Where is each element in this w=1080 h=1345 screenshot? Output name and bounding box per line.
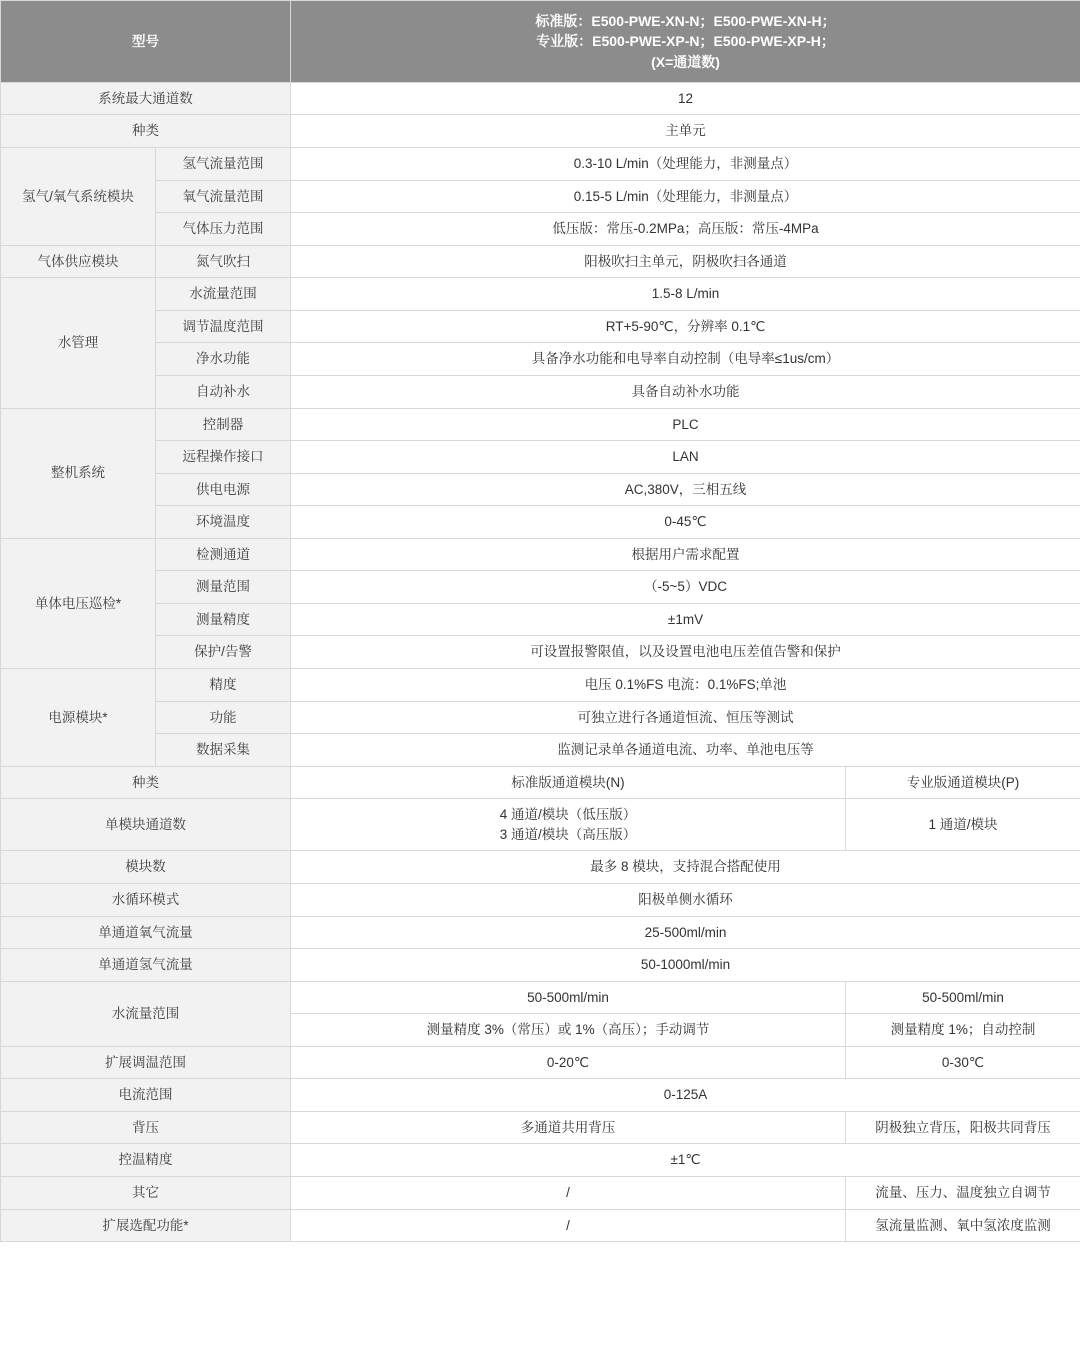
- row-label-water-flow-range: 水流量范围: [1, 981, 291, 1046]
- row-value-ambient-temp: 0-45℃: [291, 506, 1080, 539]
- row-value-water-flow-accuracy-professional: 测量精度 1%；自动控制: [846, 1014, 1080, 1047]
- row-label-ext-optional-functions: 扩展选配功能*: [1, 1209, 291, 1242]
- header-model-label: 型号: [1, 1, 291, 83]
- row-label-single-channel-o2: 单通道氧气流量: [1, 916, 291, 949]
- table-row: [1, 799, 1080, 851]
- table-row: [1, 883, 1080, 916]
- row-label-protection-alarm: 保护/告警: [156, 636, 291, 669]
- row-value-module-count: 最多 8 模块，支持混合搭配使用: [291, 851, 1080, 884]
- row-value-water-flow-range-professional: 50-500ml/min: [846, 981, 1080, 1014]
- row-label-water-flow: 水流量范围: [156, 278, 291, 311]
- group-label-machine-system: 整机系统: [1, 408, 156, 538]
- table-row: [1, 473, 1080, 506]
- table-row: [1, 310, 1080, 343]
- row-value-kind-standard: 标准版通道模块(N): [291, 766, 846, 799]
- row-label-controller: 控制器: [156, 408, 291, 441]
- module-channels-std-line-1: 4 通道/模块（低压版）: [499, 807, 637, 823]
- row-value-gas-pressure: 低压版：常压-0.2MPa；高压版：常压-4MPa: [291, 213, 1080, 246]
- row-value-back-pressure-standard: 多通道共用背压: [291, 1111, 846, 1144]
- table-row: [1, 603, 1080, 636]
- table-row: [1, 180, 1080, 213]
- row-value-auto-fill: 具备自动补水功能: [291, 375, 1080, 408]
- table-row: [1, 766, 1080, 799]
- row-label-h2-flow: 氢气流量范围: [156, 148, 291, 181]
- row-label-auto-fill: 自动补水: [156, 375, 291, 408]
- row-value-other-professional: 流量、压力、温度独立自调节: [846, 1177, 1080, 1210]
- row-value-h2-flow: 0.3-10 L/min（处理能力，非测量点）: [291, 148, 1080, 181]
- table-row: [1, 148, 1080, 181]
- table-row: [1, 669, 1080, 702]
- row-value-water-cycle: 阳极单侧水循环: [291, 883, 1080, 916]
- header-model-line-2: 专业版：E500-PWE-XP-N；E500-PWE-XP-H；: [536, 33, 835, 50]
- table-row: [1, 949, 1080, 982]
- table-row: [1, 701, 1080, 734]
- table-row: [1, 375, 1080, 408]
- table-row: [1, 1209, 1080, 1242]
- row-value-water-flow: 1.5-8 L/min: [291, 278, 1080, 311]
- table-row: [1, 408, 1080, 441]
- table-row: [1, 441, 1080, 474]
- row-value-back-pressure-professional: 阴极独立背压，阳极共同背压: [846, 1111, 1080, 1144]
- row-label-detect-channel: 检测通道: [156, 538, 291, 571]
- table-row: [1, 343, 1080, 376]
- row-value-n2-purge: 阳极吹扫主单元，阴极吹扫各通道: [291, 245, 1080, 278]
- row-value-current-range: 0-125A: [291, 1079, 1080, 1112]
- row-label-measure-range: 测量范围: [156, 571, 291, 604]
- header-model-values: [291, 1, 1080, 83]
- row-value-module-channels-standard: [291, 799, 846, 851]
- row-label-kind-main: 种类: [1, 115, 291, 148]
- row-label-ext-temp-range: 扩展调温范围: [1, 1046, 291, 1079]
- row-value-power-supply: AC,380V，三相五线: [291, 473, 1080, 506]
- table-row: [1, 1177, 1080, 1210]
- row-value-measure-range: （-5~5）VDC: [291, 571, 1080, 604]
- group-label-cell-voltage-inspection: 单体电压巡检*: [1, 538, 156, 668]
- row-value-measure-accuracy: ±1mV: [291, 603, 1080, 636]
- row-label-measure-accuracy: 测量精度: [156, 603, 291, 636]
- row-label-max-channels: 系统最大通道数: [1, 82, 291, 115]
- row-value-kind-professional: 专业版通道模块(P): [846, 766, 1080, 799]
- row-value-other-standard: /: [291, 1177, 846, 1210]
- group-label-power-module: 电源模块*: [1, 669, 156, 767]
- table-row: [1, 1046, 1080, 1079]
- table-row: [1, 538, 1080, 571]
- header-model-line-1: 标准版：E500-PWE-XN-N；E500-PWE-XN-H；: [535, 13, 836, 29]
- row-value-max-channels: 12: [291, 82, 1080, 115]
- row-label-single-channel-h2: 单通道氢气流量: [1, 949, 291, 982]
- row-value-remote-interface: LAN: [291, 441, 1080, 474]
- table-row: [1, 1079, 1080, 1112]
- row-value-protection-alarm: 可设置报警限值，以及设置电池电压差值告警和保护: [291, 636, 1080, 669]
- row-label-ambient-temp: 环境温度: [156, 506, 291, 539]
- table-row: [1, 82, 1080, 115]
- group-label-gas-supply: 气体供应模块: [1, 245, 156, 278]
- table-row: [1, 1144, 1080, 1177]
- row-label-gas-pressure: 气体压力范围: [156, 213, 291, 246]
- row-value-ext-optional-standard: /: [291, 1209, 846, 1242]
- row-label-current-range: 电流范围: [1, 1079, 291, 1112]
- header-model-line-3: (X=通道数): [651, 53, 720, 70]
- row-value-controller: PLC: [291, 408, 1080, 441]
- row-label-water-cycle: 水循环模式: [1, 883, 291, 916]
- row-value-single-channel-h2: 50-1000ml/min: [291, 949, 1080, 982]
- row-label-purify: 净水功能: [156, 343, 291, 376]
- row-value-temp-adjust: RT+5-90℃，分辨率 0.1℃: [291, 310, 1080, 343]
- table-row: [1, 245, 1080, 278]
- row-label-data-acquisition: 数据采集: [156, 734, 291, 767]
- row-value-kind-main: 主单元: [291, 115, 1080, 148]
- row-value-accuracy: 电压 0.1%FS 电流：0.1%FS;单池: [291, 669, 1080, 702]
- row-label-module-channels: 单模块通道数: [1, 799, 291, 851]
- row-label-kind-module: 种类: [1, 766, 291, 799]
- row-label-remote-interface: 远程操作接口: [156, 441, 291, 474]
- group-label-hydrogen-oxygen: 氢气/氧气系统模块: [1, 148, 156, 246]
- row-label-function: 功能: [156, 701, 291, 734]
- row-value-temp-control-accuracy: ±1℃: [291, 1144, 1080, 1177]
- row-label-temp-adjust: 调节温度范围: [156, 310, 291, 343]
- row-label-back-pressure: 背压: [1, 1111, 291, 1144]
- row-value-function: 可独立进行各通道恒流、恒压等测试: [291, 701, 1080, 734]
- table-row: [1, 115, 1080, 148]
- row-value-ext-temp-professional: 0-30℃: [846, 1046, 1080, 1079]
- table-row: [1, 851, 1080, 884]
- row-value-data-acquisition: 监测记录单各通道电流、功率、单池电压等: [291, 734, 1080, 767]
- row-label-temp-control-accuracy: 控温精度: [1, 1144, 291, 1177]
- row-label-power-supply: 供电电源: [156, 473, 291, 506]
- row-value-purify: 具备净水功能和电导率自动控制（电导率≤1us/cm）: [291, 343, 1080, 376]
- table-row: [1, 506, 1080, 539]
- table-row: [1, 981, 1080, 1014]
- row-label-o2-flow: 氧气流量范围: [156, 180, 291, 213]
- row-value-water-flow-range-standard: 50-500ml/min: [291, 981, 846, 1014]
- row-label-module-count: 模块数: [1, 851, 291, 884]
- row-value-o2-flow: 0.15-5 L/min（处理能力，非测量点）: [291, 180, 1080, 213]
- group-label-water-management: 水管理: [1, 278, 156, 408]
- table-row: [1, 1111, 1080, 1144]
- table-row: [1, 734, 1080, 767]
- module-channels-std-line-2: 3 通道/模块（高压版）: [499, 826, 637, 842]
- row-label-other: 其它: [1, 1177, 291, 1210]
- table-row: [1, 916, 1080, 949]
- row-value-ext-optional-professional: 氢流量监测、氧中氢浓度监测: [846, 1209, 1080, 1242]
- table-row: [1, 278, 1080, 311]
- row-label-accuracy: 精度: [156, 669, 291, 702]
- table-row: [1, 571, 1080, 604]
- row-label-n2-purge: 氮气吹扫: [156, 245, 291, 278]
- table-row: [1, 636, 1080, 669]
- row-value-water-flow-accuracy-standard: 测量精度 3%（常压）或 1%（高压）；手动调节: [291, 1014, 846, 1047]
- row-value-module-channels-professional: 1 通道/模块: [846, 799, 1080, 851]
- row-value-single-channel-o2: 25-500ml/min: [291, 916, 1080, 949]
- row-value-detect-channel: 根据用户需求配置: [291, 538, 1080, 571]
- table-row: [1, 213, 1080, 246]
- row-value-ext-temp-standard: 0-20℃: [291, 1046, 846, 1079]
- table-header-row: [1, 1, 1080, 83]
